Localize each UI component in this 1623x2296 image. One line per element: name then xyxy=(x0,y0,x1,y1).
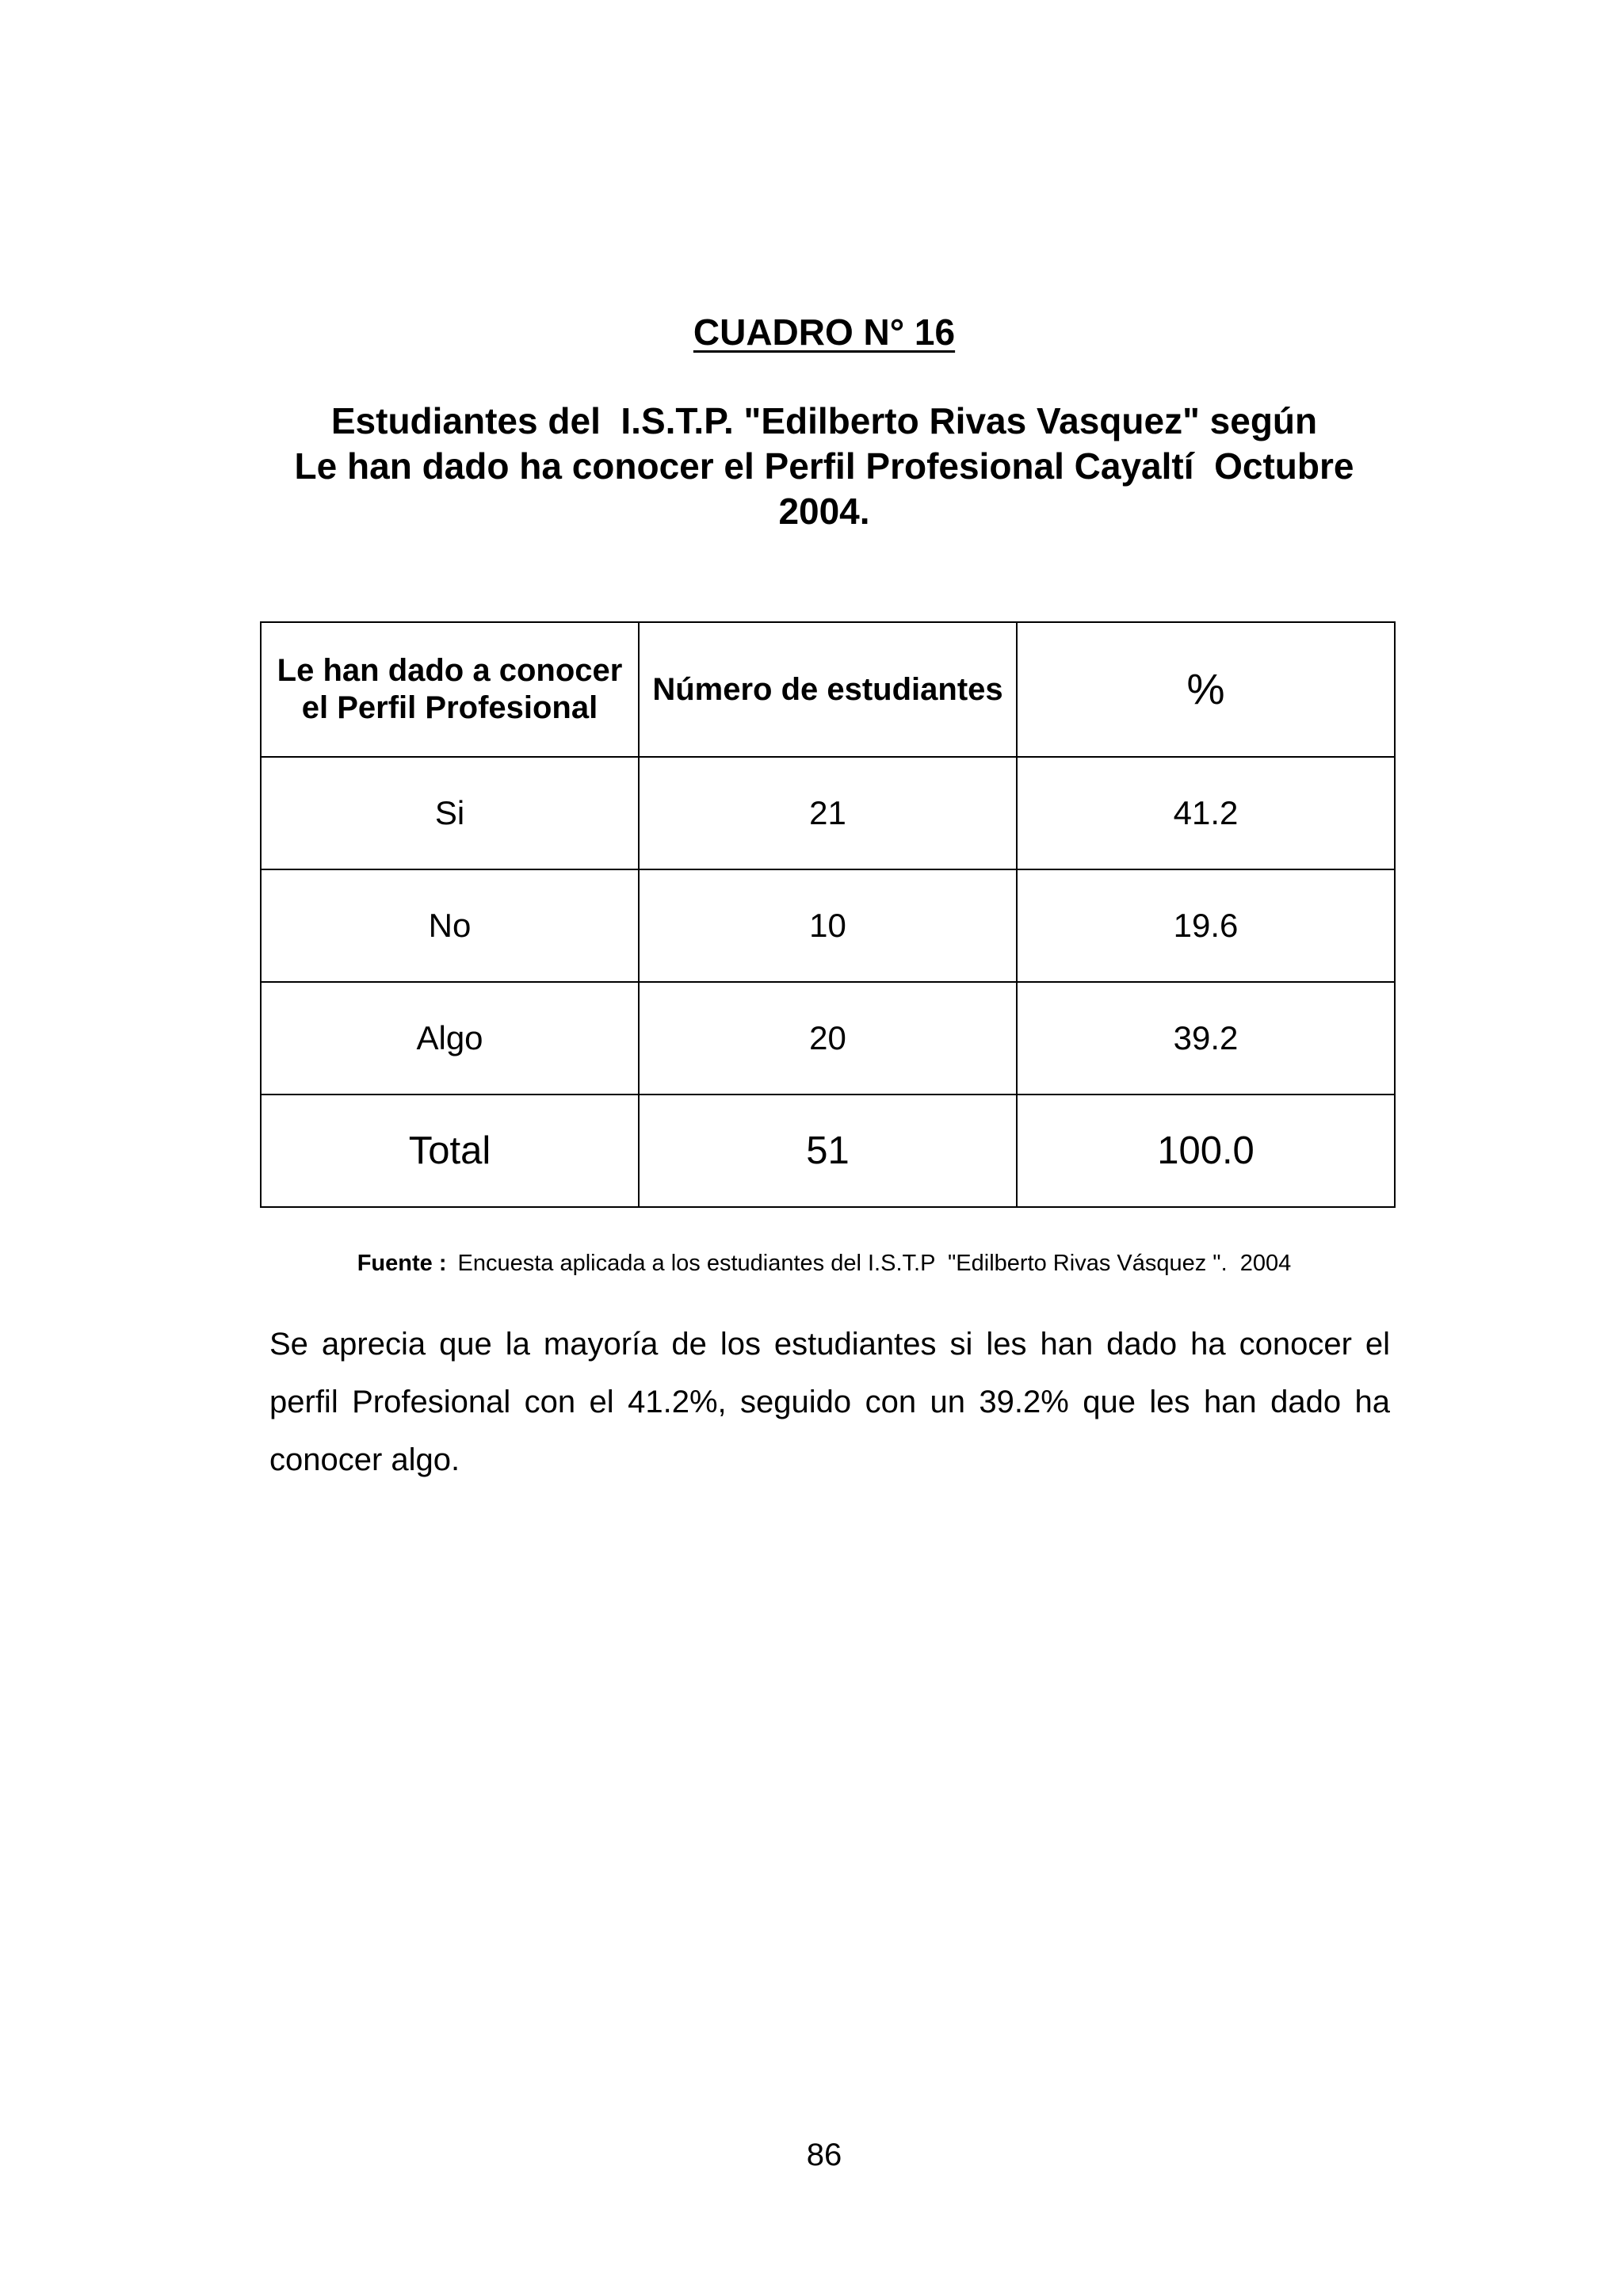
cell-total-count: 51 xyxy=(639,1095,1017,1207)
cell-count: 20 xyxy=(639,982,1017,1095)
cell-count: 10 xyxy=(639,869,1017,982)
table-row xyxy=(261,982,1395,1095)
table-source-note xyxy=(0,1251,1623,1277)
subtitle-line-2: Le han dado ha conocer el Perfil Profesional Cayaltí Octubre xyxy=(294,445,1354,487)
cell-percent: 41.2 xyxy=(1017,757,1395,869)
analysis-paragraph: Se aprecia que la mayoría de los estudiantes si les han dado ha conocer el perfil Profesional con el 41.2%, seguido con un 39.2% que les han dado ha conocer algo. xyxy=(269,1327,1390,1477)
page-title: CUADRO N° 16 xyxy=(693,311,956,353)
cell-percent: 19.6 xyxy=(1017,869,1395,982)
cell-total-percent: 100.0 xyxy=(1017,1095,1395,1207)
header-percent: % xyxy=(1017,622,1395,757)
data-table xyxy=(260,621,1396,1208)
cell-answer: Si xyxy=(261,757,639,869)
subtitle-line-1: Estudiantes del I.S.T.P. "Edilberto Rivas Vasquez" según xyxy=(330,400,1318,441)
source-label: Fuente : xyxy=(357,1251,447,1276)
table-row xyxy=(261,869,1395,982)
cell-answer: Algo xyxy=(261,982,639,1095)
cell-answer: No xyxy=(261,869,639,982)
table-row xyxy=(261,757,1395,869)
subtitle-line-3: 2004. xyxy=(778,491,870,532)
header-student-count: Número de estudiantes xyxy=(639,622,1017,757)
table-total-row xyxy=(261,1095,1395,1207)
cell-count: 21 xyxy=(639,757,1017,869)
cell-total-label: Total xyxy=(261,1095,639,1207)
page-number: 86 xyxy=(806,2137,842,2172)
table-header-row xyxy=(261,622,1395,757)
source-text: Encuesta aplicada a los estudiantes del I.S.T.P "Edilberto Rivas Vásquez ". 2004 xyxy=(457,1251,1292,1276)
table-subtitle xyxy=(238,399,1411,534)
header-known-profile: Le han dado a conocer el Perfil Profesional xyxy=(261,622,639,757)
cell-percent: 39.2 xyxy=(1017,982,1395,1095)
